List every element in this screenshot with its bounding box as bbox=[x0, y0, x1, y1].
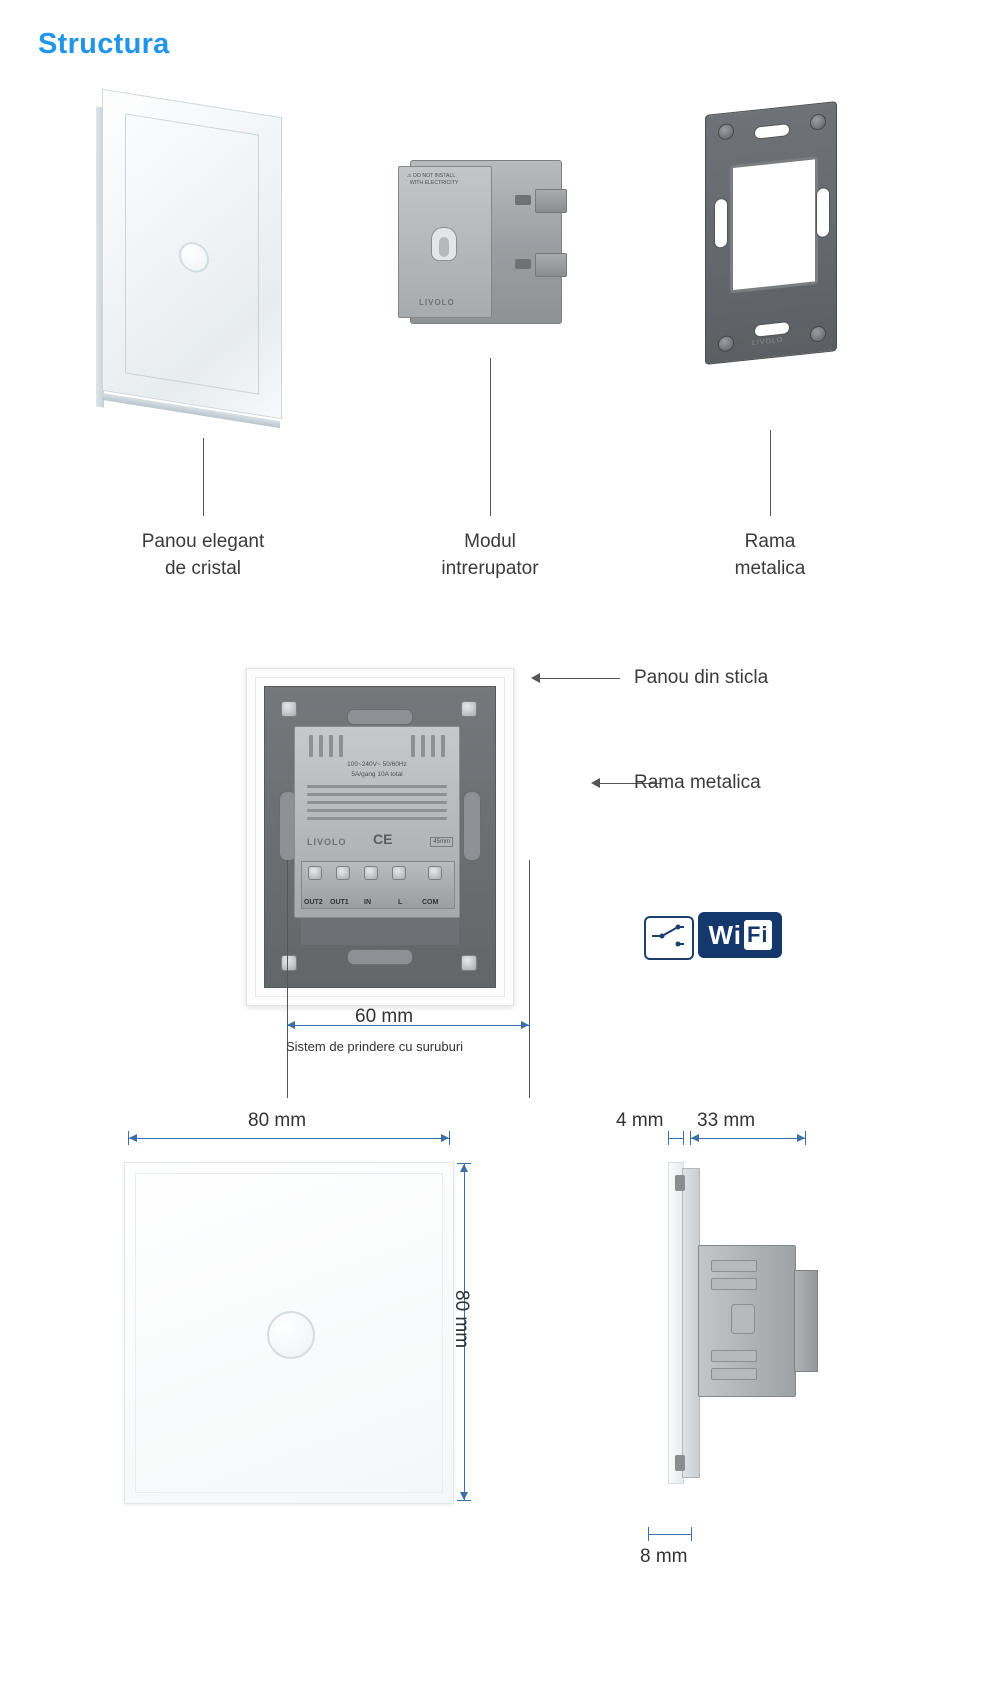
warning-line2: WITH ELECTRICITY bbox=[409, 180, 459, 186]
front-height-tick-bottom bbox=[457, 1500, 471, 1501]
side-frame-clip-bottom bbox=[675, 1455, 685, 1471]
switch-module-illustration bbox=[398, 160, 583, 330]
glass-panel-leader bbox=[203, 438, 204, 516]
module-spec-line2: 5A/gang 10A total bbox=[351, 771, 403, 778]
switch-module-brand: LIVOLO bbox=[419, 298, 455, 307]
side-module-tab-3 bbox=[711, 1350, 757, 1362]
assembly-screw-tr bbox=[461, 701, 477, 717]
assembly-screw-bl bbox=[281, 955, 297, 971]
vent-grid-row4 bbox=[307, 809, 447, 812]
switch-module-keyhole bbox=[431, 227, 457, 261]
metal-frame-window bbox=[730, 156, 818, 293]
metal-frame-label-line2: metalica bbox=[734, 558, 806, 579]
terminal-label-com: COM bbox=[422, 899, 439, 906]
vent-grid-row5 bbox=[307, 817, 447, 820]
metal-frame-screw-bl bbox=[718, 335, 734, 353]
vent-slot-5 bbox=[411, 735, 415, 757]
front-height-label: 80 mm bbox=[451, 1290, 472, 1349]
module-brand: LIVOLO bbox=[307, 837, 347, 847]
page-title: Structura bbox=[38, 28, 170, 60]
side-module-keyhole bbox=[731, 1304, 755, 1334]
assembly-screw-tl bbox=[281, 701, 297, 717]
metal-frame-screw-tl bbox=[718, 123, 734, 141]
metal-frame-screw-tr bbox=[810, 113, 826, 131]
terminal-screw-1 bbox=[308, 866, 322, 880]
side-module-tab-4 bbox=[711, 1368, 757, 1380]
assembly-frame-callout-label: Rama metalica bbox=[634, 772, 761, 793]
warning-line1: DO NOT INSTALL bbox=[413, 173, 456, 179]
front-width-arrow-right bbox=[441, 1134, 449, 1142]
terminal-label-l: L bbox=[398, 899, 403, 906]
switch-module-notch-bottom bbox=[515, 259, 531, 269]
wifi-badge-text-1: Wi bbox=[708, 920, 742, 950]
glass-panel-illustration bbox=[90, 95, 300, 425]
side-frame-clip-top bbox=[675, 1175, 685, 1191]
side-module-tab-1 bbox=[711, 1260, 757, 1272]
side-module-dim-line bbox=[690, 1138, 806, 1139]
metal-frame-leader bbox=[770, 430, 771, 516]
switch-module-label-line1: Modul bbox=[464, 531, 516, 552]
front-view-touch-button-icon bbox=[267, 1311, 315, 1359]
side-module-arrow-right bbox=[797, 1134, 805, 1142]
mount-leader-right bbox=[529, 860, 530, 1098]
glass-panel-label bbox=[93, 528, 313, 582]
front-view-panel bbox=[124, 1162, 454, 1504]
switch-module-warning-text: ⚠ DO NOT INSTALL WITH ELECTRICITY bbox=[407, 173, 459, 186]
assembly-oval-slot-top bbox=[347, 709, 413, 725]
vent-slot-4 bbox=[339, 735, 343, 757]
vent-slot-1 bbox=[309, 735, 313, 757]
side-module-tab-2 bbox=[711, 1278, 757, 1290]
glass-callout-line bbox=[540, 678, 620, 679]
side-module-tick-right bbox=[805, 1131, 806, 1145]
switch-module-tab-bottom bbox=[535, 253, 567, 277]
metal-frame-hole-left bbox=[714, 198, 728, 249]
mount-leader-left bbox=[287, 860, 288, 1098]
terminal-label-out1: OUT1 bbox=[330, 899, 349, 906]
switch-module-leader bbox=[490, 358, 491, 516]
side-depth-tick-right bbox=[691, 1527, 692, 1541]
terminal-label-in: IN bbox=[364, 899, 371, 906]
side-depth-dim-line bbox=[648, 1534, 692, 1535]
side-view-switch-module bbox=[698, 1245, 796, 1397]
module-spec-line1: 100~240V~ 50/60Hz bbox=[347, 761, 407, 768]
vent-slot-6 bbox=[421, 735, 425, 757]
metal-frame-label bbox=[660, 528, 880, 582]
metal-frame-label-line1: Rama bbox=[744, 531, 796, 552]
vent-grid-row3 bbox=[307, 801, 447, 804]
front-width-line bbox=[128, 1138, 450, 1139]
terminal-screw-2 bbox=[336, 866, 350, 880]
width-60mm-arrow-left bbox=[287, 1021, 295, 1029]
metal-frame-brand: LIVOLO bbox=[752, 336, 784, 347]
metal-frame-illustration bbox=[705, 101, 837, 365]
glass-panel-label-line2: de cristal bbox=[164, 558, 242, 579]
vent-slot-7 bbox=[431, 735, 435, 757]
switch-module-label bbox=[380, 528, 600, 582]
switch-module-label-line2: intrerupator bbox=[441, 558, 539, 579]
assembly-switch-module bbox=[294, 726, 460, 918]
metal-frame-hole-right bbox=[816, 187, 830, 238]
terminal-label-out2: OUT2 bbox=[304, 899, 323, 906]
side-glass-dim-line bbox=[668, 1138, 684, 1139]
glass-panel-label-line1: Panou elegant bbox=[141, 531, 265, 552]
vent-grid-row2 bbox=[307, 793, 447, 796]
assembly-glass-callout-label: Panou din sticla bbox=[634, 667, 769, 688]
width-60mm-label: 60 mm bbox=[355, 1006, 414, 1027]
assembly-side-slot-right bbox=[463, 791, 481, 861]
terminal-screw-4 bbox=[392, 866, 406, 880]
wifi-badge-text-2: Fi bbox=[744, 920, 772, 950]
terminal-screw-3 bbox=[364, 866, 378, 880]
glass-callout-arrow bbox=[531, 673, 540, 683]
side-depth-tick-left bbox=[648, 1527, 649, 1541]
vent-grid-row1 bbox=[307, 785, 447, 788]
frame-callout-arrow bbox=[591, 778, 600, 788]
vent-slot-8 bbox=[441, 735, 445, 757]
front-height-arrow-top bbox=[460, 1164, 468, 1172]
switch-symbol-svg bbox=[646, 918, 688, 954]
side-module-label: 33 mm bbox=[697, 1110, 756, 1131]
metal-frame-hole-top bbox=[754, 123, 790, 140]
front-width-tick-right bbox=[449, 1131, 450, 1145]
wifi-badge bbox=[698, 912, 782, 958]
front-width-arrow-left bbox=[129, 1134, 137, 1142]
mounting-note-label: Sistem de prindere cu suruburi bbox=[286, 1039, 464, 1054]
assembly-screw-br bbox=[461, 955, 477, 971]
side-glass-label: 4 mm bbox=[616, 1110, 664, 1131]
switch-module-front-plate bbox=[398, 166, 492, 318]
metal-frame-hole-bottom bbox=[754, 321, 790, 338]
front-width-label: 80 mm bbox=[248, 1110, 307, 1131]
front-height-arrow-bottom bbox=[460, 1492, 468, 1500]
ce-mark-icon: CE bbox=[373, 831, 393, 847]
side-view-module-back bbox=[794, 1270, 818, 1372]
terminal-screw-5 bbox=[428, 866, 442, 880]
module-side-note: 45mm bbox=[430, 837, 453, 847]
vent-slot-2 bbox=[319, 735, 323, 757]
vent-slot-3 bbox=[329, 735, 333, 757]
side-depth-label: 8 mm bbox=[640, 1546, 688, 1567]
assembly-oval-slot-bottom bbox=[347, 949, 413, 965]
switch-module-tab-top bbox=[535, 189, 567, 213]
width-60mm-arrow-right bbox=[521, 1021, 529, 1029]
switch-module-notch-top bbox=[515, 195, 531, 205]
metal-frame-screw-br bbox=[810, 325, 826, 343]
side-glass-tick-right bbox=[683, 1131, 684, 1145]
terminal-block bbox=[301, 861, 455, 909]
glass-panel-face bbox=[102, 89, 282, 420]
side-glass-tick-left bbox=[668, 1131, 669, 1145]
switch-symbol-icon bbox=[644, 916, 694, 960]
side-module-arrow-left bbox=[691, 1134, 699, 1142]
